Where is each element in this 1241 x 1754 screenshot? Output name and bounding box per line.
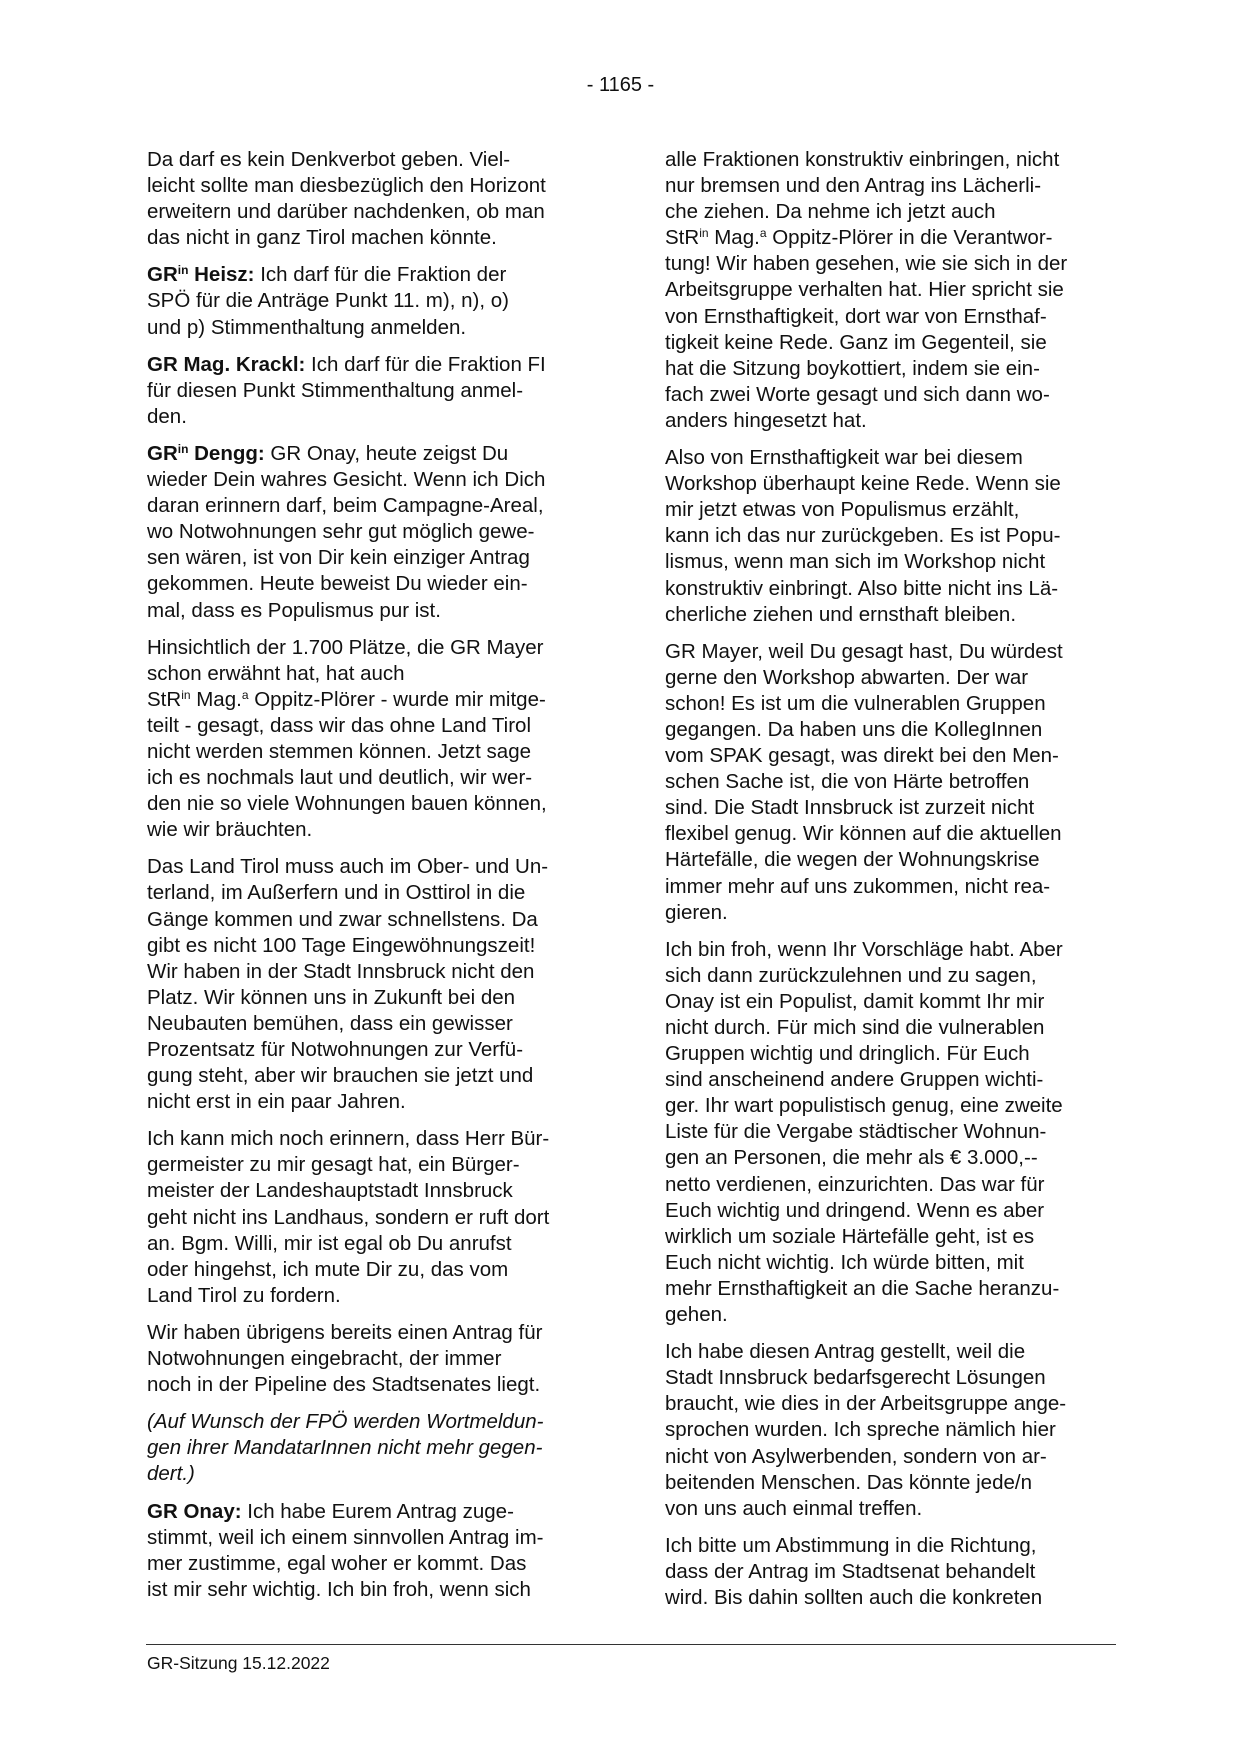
- paragraph: Also von Ernsthaftigkeit war bei diesem Workshop überhaupt keine Rede. Wenn sie mir jetzt etwas von Populismus erzählt, kann ich das nur zurückgeben. Es ist Popu- lismus, wenn man sich im Workshop nicht konstruktiv einbringt. Also bitte nicht ins Lä- cherliche ziehen und ernsthaft bleiben.: [665, 446, 1061, 626]
- footer-session-date: GR-Sitzung 15.12.2022: [147, 1653, 330, 1673]
- paragraph: Ich bin froh, wenn Ihr Vorschläge habt. Aber sich dann zurückzulehnen und zu sagen, Onay ist ein Populist, damit kommt Ihr mir nicht durch. Für mich sind die vulnerablen Gruppen wichtig und dringlich. Für Euch sind anscheinend andere Gruppen wichti- ger. Ihr wart populistisch genug, eine zweite Liste für die Vergabe städtischer Wohnun- gen an Personen, die mehr als € 3.000,-- netto verdienen, einzurichten. Das war für Euch wichtig und dringend. Wenn es aber wirklich um soziale Härtefälle geht, ist es Euch nicht wichtig. Ich würde bitten, mit mehr Ernsthaftigkeit an die Sache heranzu- gehen.: [665, 937, 1063, 1327]
- paragraph: Ich bitte um Abstimmung in die Richtung, dass der Antrag im Stadtsenat behandelt wird. Bis dahin sollten auch die konkreten: [665, 1533, 1043, 1609]
- paragraph: Da darf es kein Denkverbot geben. Viel- leicht sollte man diesbezüglich den Horizont erweitern und darüber nachdenken, ob man das nicht in ganz Tirol machen könnte.: [147, 148, 546, 250]
- speaker-name: $GR^{in}$ Heisz:: [147, 263, 255, 287]
- paragraph: $GR^{in}$ Dengg: GR Onay, heute zeigst Du wieder Dein wahres Gesicht. Wenn ich Dich daran erinnern darf, beim Campagne-Areal, wo Notwohnungen sehr gut möglich gewe- sen wären, ist von Dir kein einziger Antrag gekommen. Heute beweist Du wieder ein- mal, dass es Populismus pur ist.: [147, 441, 546, 622]
- paragraph: Das Land Tirol muss auch im Ober- und Un- terland, im Außerfern und in Osttirol in die Gänge kommen und zwar schnellstens. Da gibt es nicht 100 Tage Eingewöhnungszeit! Wir haben in der Stadt Innsbruck nicht den Platz. Wir können uns in Zukunft bei den Neubauten bemühen, dass ein gewisser Prozentsatz für Notwohnungen zur Verfü- gung steht, aber wir brauchen sie jetzt und nicht erst in ein paar Jahren.: [147, 855, 549, 1114]
- paragraph: $GR^{in}$ Heisz: Ich darf für die Fraktion der SPÖ für die Anträge Punkt 11. m), n), o) und p) Stimmenthaltung anmelden.: [147, 263, 509, 339]
- footer-divider: [146, 1644, 1116, 1645]
- left-column: [147, 147, 595, 1614]
- speaker-name: $GR^{in}$ Dengg:: [147, 441, 265, 465]
- paragraph: Ich kann mich noch erinnern, dass Herr Bür- germeister zu mir gesagt hat, ein Bürger- meister der Landeshauptstadt Innsbruck geht nicht ins Landhaus, sondern er ruft dort an. Bgm. Willi, mir ist egal ob Du anrufst oder hingehst, ich mute Dir zu, das vom Land Tirol zu fordern.: [147, 1127, 550, 1307]
- speaker-name: GR Mag. Krackl:: [147, 352, 306, 376]
- right-column: [665, 147, 1113, 1622]
- paragraph: Ich habe diesen Antrag gestellt, weil die Stadt Innsbruck bedarfsgerecht Lösungen braucht, wie dies in der Arbeitsgruppe ange- sprochen wurden. Ich spreche nämlich hier nicht von Asylwerbenden, sondern von ar- beitenden Menschen. Das könnte jede/n von uns auch einmal treffen.: [665, 1340, 1067, 1520]
- paragraph: GR Mag. Krackl: Ich darf für die Fraktion FI für diesen Punkt Stimmenthaltung anmel- den.: [147, 352, 546, 428]
- page-number: - 1165 -: [586, 74, 655, 96]
- editorial-note: (Auf Wunsch der FPÖ werden Wortmeldun- gen ihrer MandatarInnen nicht mehr gegen- dert.): [147, 1410, 544, 1486]
- paragraph: Wir haben übrigens bereits einen Antrag für Notwohnungen eingebracht, der immer noch in der Pipeline des Stadtsenates liegt.: [147, 1320, 543, 1397]
- paragraph: Hinsichtlich der 1.700 Plätze, die GR Mayer schon erwähnt hat, hat auch StR$^{in}$ Mag.$^a$ Oppitz-Plörer - wurde mir mitge- teilt - gesagt, dass wir das ohne Land Tirol nicht werden stemmen können. Jetzt sage ich es nochmals laut und deutlich, wir wer- den nie so viele Wohnungen bauen können, wie wir bräuchten.: [147, 635, 547, 842]
- speaker-name: GR Onay:: [147, 1499, 242, 1523]
- paragraph: GR Onay: Ich habe Eurem Antrag zuge- stimmt, weil ich einem sinnvollen Antrag im- mer zustimme, egal woher er kommt. Das ist mir sehr wichtig. Ich bin froh, wenn sich: [147, 1499, 544, 1601]
- paragraph: alle Fraktionen konstruktiv einbringen, nicht nur bremsen und den Antrag ins Lächerli- che ziehen. Da nehme ich jetzt auch StR$^{in}$ Mag.$^a$ Oppitz-Plörer in die Verantwor- tung! Wir haben gesehen, wie sie sich in der Arbeitsgruppe verhalten hat. Hier spricht sie von Ernsthaftigkeit, dort war von Ernsthaf- tigkeit keine Rede. Ganz im Gegenteil, sie hat die Sitzung boykottiert, indem sie ein- fach zwei Worte gesagt und sich dann wo- anders hingesetzt hat.: [665, 148, 1068, 432]
- paragraph: GR Mayer, weil Du gesagt hast, Du würdest gerne den Workshop abwarten. Der war schon! Es ist um die vulnerablen Gruppen gegangen. Da haben uns die KollegInnen vom SPAK gesagt, was direkt bei den Men- schen Sache ist, die von Härte betroffen sind. Die Stadt Innsbruck ist zurzeit nicht flexibel genug. Wir können auf die aktuellen Härtefälle, die wegen der Wohnungskrise immer mehr auf uns zukommen, nicht rea- gieren.: [665, 639, 1063, 924]
